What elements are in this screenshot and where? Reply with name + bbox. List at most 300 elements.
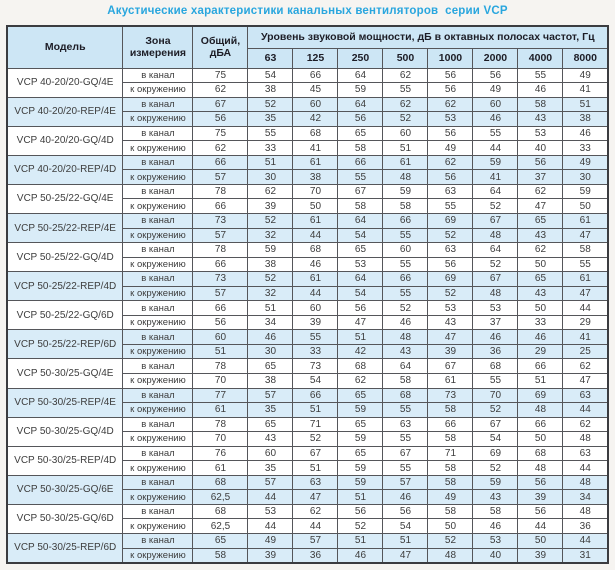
level-cell-500hz: 52: [383, 112, 428, 127]
level-cell-8000hz: 34: [563, 490, 608, 505]
level-cell-125hz: 46: [293, 257, 338, 272]
total-dba-cell: 73: [193, 272, 248, 287]
level-cell-500hz: 62: [383, 68, 428, 83]
level-cell-500hz: 58: [383, 373, 428, 388]
col-header-total: Общий, дБА: [193, 26, 248, 68]
level-cell-8000hz: 51: [563, 97, 608, 112]
level-cell-4000hz: 56: [518, 155, 563, 170]
total-dba-cell: 70: [193, 373, 248, 388]
level-cell-63hz: 39: [248, 548, 293, 563]
level-cell-63hz: 55: [248, 126, 293, 141]
model-cell: VCP 50-25/22-GQ/4D: [7, 243, 123, 272]
zone-cell: к окружению: [123, 228, 193, 243]
zone-cell: к окружению: [123, 461, 193, 476]
total-dba-cell: 66: [193, 257, 248, 272]
total-dba-cell: 76: [193, 446, 248, 461]
level-cell-250hz: 66: [338, 155, 383, 170]
level-cell-4000hz: 69: [518, 388, 563, 403]
level-cell-63hz: 35: [248, 112, 293, 127]
level-cell-1000hz: 52: [428, 534, 473, 549]
level-cell-4000hz: 43: [518, 286, 563, 301]
level-cell-2000hz: 53: [473, 301, 518, 316]
level-cell-63hz: 57: [248, 388, 293, 403]
level-cell-8000hz: 44: [563, 301, 608, 316]
level-cell-125hz: 45: [293, 83, 338, 98]
level-cell-1000hz: 63: [428, 243, 473, 258]
level-cell-500hz: 56: [383, 504, 428, 519]
level-cell-1000hz: 48: [428, 548, 473, 563]
model-cell: VCP 40-20/20-GQ/4D: [7, 126, 123, 155]
level-cell-125hz: 38: [293, 170, 338, 185]
zone-cell: в канал: [123, 213, 193, 228]
table-row-in-duct: [7, 184, 608, 199]
zone-cell: к окружению: [123, 548, 193, 563]
level-cell-500hz: 60: [383, 243, 428, 258]
level-cell-1000hz: 50: [428, 519, 473, 534]
level-cell-500hz: 46: [383, 490, 428, 505]
level-cell-2000hz: 43: [473, 490, 518, 505]
level-cell-8000hz: 38: [563, 112, 608, 127]
level-cell-2000hz: 46: [473, 330, 518, 345]
level-cell-63hz: 33: [248, 141, 293, 156]
level-cell-500hz: 48: [383, 330, 428, 345]
level-cell-125hz: 44: [293, 519, 338, 534]
level-cell-1000hz: 56: [428, 126, 473, 141]
level-cell-500hz: 55: [383, 257, 428, 272]
level-cell-63hz: 30: [248, 344, 293, 359]
level-cell-1000hz: 52: [428, 228, 473, 243]
level-cell-1000hz: 49: [428, 490, 473, 505]
level-cell-4000hz: 51: [518, 373, 563, 388]
total-dba-cell: 57: [193, 170, 248, 185]
total-dba-cell: 78: [193, 184, 248, 199]
model-cell: VCP 50-25/22-GQ/4E: [7, 184, 123, 213]
total-dba-cell: 66: [193, 155, 248, 170]
level-cell-250hz: 59: [338, 475, 383, 490]
zone-cell: в канал: [123, 184, 193, 199]
level-cell-8000hz: 30: [563, 170, 608, 185]
level-cell-8000hz: 48: [563, 475, 608, 490]
level-cell-63hz: 38: [248, 373, 293, 388]
level-cell-8000hz: 61: [563, 213, 608, 228]
level-cell-2000hz: 55: [473, 126, 518, 141]
total-dba-cell: 77: [193, 388, 248, 403]
level-cell-4000hz: 43: [518, 112, 563, 127]
level-cell-8000hz: 59: [563, 184, 608, 199]
level-cell-8000hz: 41: [563, 330, 608, 345]
level-cell-63hz: 53: [248, 504, 293, 519]
zone-cell: в канал: [123, 272, 193, 287]
level-cell-2000hz: 54: [473, 432, 518, 447]
level-cell-63hz: 52: [248, 213, 293, 228]
level-cell-125hz: 63: [293, 475, 338, 490]
level-cell-8000hz: 29: [563, 315, 608, 330]
level-cell-1000hz: 62: [428, 97, 473, 112]
level-cell-1000hz: 53: [428, 112, 473, 127]
level-cell-2000hz: 49: [473, 83, 518, 98]
level-cell-1000hz: 53: [428, 301, 473, 316]
level-cell-1000hz: 47: [428, 330, 473, 345]
total-dba-cell: 73: [193, 213, 248, 228]
zone-cell: в канал: [123, 504, 193, 519]
level-cell-250hz: 47: [338, 315, 383, 330]
level-cell-63hz: 38: [248, 257, 293, 272]
level-cell-2000hz: 59: [473, 475, 518, 490]
level-cell-125hz: 36: [293, 548, 338, 563]
col-header-freq-125: 125: [293, 48, 338, 68]
table-row-in-duct: [7, 272, 608, 287]
level-cell-125hz: 47: [293, 490, 338, 505]
zone-cell: в канал: [123, 417, 193, 432]
level-cell-500hz: 55: [383, 432, 428, 447]
level-cell-8000hz: 41: [563, 83, 608, 98]
level-cell-250hz: 58: [338, 141, 383, 156]
total-dba-cell: 65: [193, 534, 248, 549]
total-dba-cell: 62: [193, 141, 248, 156]
model-cell: VCP 50-25/22-REP/6D: [7, 330, 123, 359]
level-cell-500hz: 64: [383, 359, 428, 374]
level-cell-500hz: 54: [383, 519, 428, 534]
level-cell-500hz: 48: [383, 170, 428, 185]
zone-cell: к окружению: [123, 490, 193, 505]
level-cell-4000hz: 29: [518, 344, 563, 359]
level-cell-250hz: 52: [338, 519, 383, 534]
total-dba-cell: 57: [193, 228, 248, 243]
col-header-freq-4000: 4000: [518, 48, 563, 68]
zone-cell: в канал: [123, 446, 193, 461]
level-cell-500hz: 55: [383, 83, 428, 98]
level-cell-4000hz: 62: [518, 184, 563, 199]
level-cell-125hz: 70: [293, 184, 338, 199]
level-cell-250hz: 59: [338, 83, 383, 98]
total-dba-cell: 57: [193, 286, 248, 301]
level-cell-125hz: 39: [293, 315, 338, 330]
level-cell-250hz: 59: [338, 461, 383, 476]
level-cell-2000hz: 68: [473, 359, 518, 374]
level-cell-4000hz: 56: [518, 504, 563, 519]
level-cell-4000hz: 65: [518, 272, 563, 287]
level-cell-4000hz: 53: [518, 126, 563, 141]
total-dba-cell: 61: [193, 403, 248, 418]
total-dba-cell: 60: [193, 330, 248, 345]
total-dba-cell: 66: [193, 301, 248, 316]
total-dba-cell: 68: [193, 504, 248, 519]
level-cell-2000hz: 46: [473, 112, 518, 127]
level-cell-8000hz: 47: [563, 286, 608, 301]
level-cell-1000hz: 58: [428, 504, 473, 519]
level-cell-500hz: 52: [383, 301, 428, 316]
level-cell-8000hz: 48: [563, 432, 608, 447]
col-header-freq-250: 250: [338, 48, 383, 68]
level-cell-4000hz: 48: [518, 403, 563, 418]
level-cell-2000hz: 48: [473, 228, 518, 243]
level-cell-4000hz: 37: [518, 170, 563, 185]
level-cell-500hz: 66: [383, 213, 428, 228]
level-cell-2000hz: 52: [473, 403, 518, 418]
level-cell-8000hz: 62: [563, 417, 608, 432]
level-cell-63hz: 65: [248, 359, 293, 374]
level-cell-2000hz: 41: [473, 170, 518, 185]
level-cell-4000hz: 46: [518, 330, 563, 345]
level-cell-2000hz: 53: [473, 534, 518, 549]
level-cell-8000hz: 31: [563, 548, 608, 563]
level-cell-8000hz: 46: [563, 126, 608, 141]
zone-cell: к окружению: [123, 141, 193, 156]
level-cell-8000hz: 47: [563, 228, 608, 243]
level-cell-1000hz: 61: [428, 373, 473, 388]
level-cell-1000hz: 66: [428, 417, 473, 432]
level-cell-2000hz: 48: [473, 286, 518, 301]
level-cell-63hz: 60: [248, 446, 293, 461]
level-cell-125hz: 57: [293, 534, 338, 549]
level-cell-8000hz: 58: [563, 243, 608, 258]
model-cell: VCP 50-30/25-GQ/4D: [7, 417, 123, 446]
level-cell-500hz: 63: [383, 417, 428, 432]
level-cell-125hz: 62: [293, 504, 338, 519]
level-cell-125hz: 44: [293, 286, 338, 301]
level-cell-4000hz: 44: [518, 519, 563, 534]
level-cell-500hz: 57: [383, 475, 428, 490]
level-cell-125hz: 54: [293, 373, 338, 388]
level-cell-1000hz: 62: [428, 155, 473, 170]
zone-cell: к окружению: [123, 112, 193, 127]
level-cell-250hz: 42: [338, 344, 383, 359]
level-cell-2000hz: 69: [473, 446, 518, 461]
level-cell-125hz: 66: [293, 388, 338, 403]
level-cell-500hz: 47: [383, 548, 428, 563]
table-row-in-duct: [7, 534, 608, 549]
table-row-in-duct: [7, 243, 608, 258]
level-cell-4000hz: 46: [518, 83, 563, 98]
level-cell-4000hz: 58: [518, 97, 563, 112]
level-cell-4000hz: 40: [518, 141, 563, 156]
level-cell-2000hz: 44: [473, 141, 518, 156]
level-cell-2000hz: 36: [473, 344, 518, 359]
zone-cell: в канал: [123, 330, 193, 345]
level-cell-250hz: 64: [338, 97, 383, 112]
total-dba-cell: 62,5: [193, 519, 248, 534]
table-row-in-duct: [7, 126, 608, 141]
level-cell-250hz: 65: [338, 446, 383, 461]
level-cell-500hz: 51: [383, 141, 428, 156]
level-cell-4000hz: 39: [518, 548, 563, 563]
level-cell-63hz: 65: [248, 417, 293, 432]
zone-cell: к окружению: [123, 519, 193, 534]
level-cell-63hz: 34: [248, 315, 293, 330]
level-cell-2000hz: 60: [473, 97, 518, 112]
level-cell-4000hz: 66: [518, 359, 563, 374]
level-cell-125hz: 60: [293, 301, 338, 316]
col-header-freq-63: 63: [248, 48, 293, 68]
table-row-in-duct: [7, 475, 608, 490]
model-cell: VCP 50-30/25-REP/6D: [7, 534, 123, 563]
level-cell-4000hz: 50: [518, 432, 563, 447]
level-cell-1000hz: 56: [428, 257, 473, 272]
level-cell-125hz: 42: [293, 112, 338, 127]
model-cell: VCP 50-30/25-GQ/6D: [7, 504, 123, 533]
level-cell-63hz: 52: [248, 272, 293, 287]
level-cell-250hz: 64: [338, 68, 383, 83]
total-dba-cell: 67: [193, 97, 248, 112]
zone-cell: в канал: [123, 155, 193, 170]
level-cell-63hz: 35: [248, 461, 293, 476]
level-cell-250hz: 54: [338, 228, 383, 243]
level-cell-2000hz: 56: [473, 68, 518, 83]
level-cell-4000hz: 55: [518, 68, 563, 83]
table-row-in-duct: [7, 301, 608, 316]
col-header-sound-power: Уровень звуковой мощности, дБ в октавных полосах частот, Гц: [248, 26, 608, 48]
zone-cell: в канал: [123, 534, 193, 549]
level-cell-4000hz: 65: [518, 213, 563, 228]
level-cell-125hz: 61: [293, 155, 338, 170]
level-cell-500hz: 51: [383, 534, 428, 549]
level-cell-4000hz: 39: [518, 490, 563, 505]
level-cell-500hz: 55: [383, 286, 428, 301]
level-cell-2000hz: 67: [473, 213, 518, 228]
level-cell-500hz: 55: [383, 403, 428, 418]
table-row-in-duct: [7, 504, 608, 519]
level-cell-2000hz: 46: [473, 519, 518, 534]
level-cell-1000hz: 58: [428, 475, 473, 490]
zone-cell: к окружению: [123, 373, 193, 388]
level-cell-250hz: 56: [338, 504, 383, 519]
table-row-in-duct: [7, 446, 608, 461]
zone-cell: к окружению: [123, 199, 193, 214]
level-cell-2000hz: 70: [473, 388, 518, 403]
total-dba-cell: 56: [193, 315, 248, 330]
level-cell-1000hz: 56: [428, 83, 473, 98]
level-cell-8000hz: 44: [563, 403, 608, 418]
level-cell-8000hz: 33: [563, 141, 608, 156]
level-cell-4000hz: 56: [518, 475, 563, 490]
zone-cell: к окружению: [123, 432, 193, 447]
total-dba-cell: 51: [193, 344, 248, 359]
total-dba-cell: 56: [193, 112, 248, 127]
level-cell-2000hz: 64: [473, 243, 518, 258]
level-cell-125hz: 33: [293, 344, 338, 359]
total-dba-cell: 70: [193, 432, 248, 447]
zone-cell: к окружению: [123, 403, 193, 418]
level-cell-63hz: 38: [248, 83, 293, 98]
total-dba-cell: 61: [193, 461, 248, 476]
model-cell: VCP 50-30/25-GQ/6E: [7, 475, 123, 504]
level-cell-8000hz: 25: [563, 344, 608, 359]
level-cell-1000hz: 71: [428, 446, 473, 461]
level-cell-125hz: 61: [293, 213, 338, 228]
level-cell-125hz: 71: [293, 417, 338, 432]
table-row-in-duct: [7, 213, 608, 228]
level-cell-2000hz: 52: [473, 199, 518, 214]
level-cell-125hz: 67: [293, 446, 338, 461]
level-cell-250hz: 59: [338, 432, 383, 447]
level-cell-63hz: 57: [248, 475, 293, 490]
acoustic-characteristics-table: [6, 25, 609, 564]
level-cell-63hz: 59: [248, 243, 293, 258]
level-cell-125hz: 61: [293, 272, 338, 287]
level-cell-1000hz: 69: [428, 213, 473, 228]
level-cell-2000hz: 55: [473, 373, 518, 388]
level-cell-63hz: 30: [248, 170, 293, 185]
level-cell-250hz: 64: [338, 272, 383, 287]
table-row-in-duct: [7, 417, 608, 432]
level-cell-1000hz: 52: [428, 286, 473, 301]
zone-cell: в канал: [123, 475, 193, 490]
level-cell-125hz: 41: [293, 141, 338, 156]
col-header-zone: Зона измерения: [123, 26, 193, 68]
level-cell-8000hz: 55: [563, 257, 608, 272]
level-cell-4000hz: 66: [518, 417, 563, 432]
level-cell-63hz: 51: [248, 155, 293, 170]
table-row-in-duct: [7, 97, 608, 112]
level-cell-4000hz: 50: [518, 534, 563, 549]
zone-cell: к окружению: [123, 257, 193, 272]
table-row-in-duct: [7, 388, 608, 403]
zone-cell: в канал: [123, 301, 193, 316]
col-header-model: Модель: [7, 26, 123, 68]
level-cell-2000hz: 67: [473, 417, 518, 432]
level-cell-8000hz: 63: [563, 388, 608, 403]
level-cell-2000hz: 58: [473, 504, 518, 519]
level-cell-1000hz: 56: [428, 170, 473, 185]
level-cell-63hz: 51: [248, 301, 293, 316]
model-cell: VCP 50-25/22-REP/4D: [7, 272, 123, 301]
zone-cell: к окружению: [123, 315, 193, 330]
level-cell-250hz: 54: [338, 286, 383, 301]
level-cell-125hz: 44: [293, 228, 338, 243]
zone-cell: в канал: [123, 243, 193, 258]
col-header-freq-500: 500: [383, 48, 428, 68]
total-dba-cell: 78: [193, 243, 248, 258]
total-dba-cell: 62,5: [193, 490, 248, 505]
level-cell-4000hz: 33: [518, 315, 563, 330]
level-cell-1000hz: 73: [428, 388, 473, 403]
zone-cell: в канал: [123, 68, 193, 83]
level-cell-125hz: 68: [293, 243, 338, 258]
level-cell-125hz: 60: [293, 97, 338, 112]
level-cell-2000hz: 52: [473, 461, 518, 476]
level-cell-4000hz: 50: [518, 301, 563, 316]
level-cell-250hz: 64: [338, 213, 383, 228]
level-cell-250hz: 46: [338, 548, 383, 563]
level-cell-250hz: 65: [338, 417, 383, 432]
zone-cell: в канал: [123, 126, 193, 141]
level-cell-63hz: 32: [248, 286, 293, 301]
level-cell-8000hz: 44: [563, 534, 608, 549]
level-cell-1000hz: 58: [428, 432, 473, 447]
col-header-freq-2000: 2000: [473, 48, 518, 68]
level-cell-1000hz: 58: [428, 403, 473, 418]
level-cell-500hz: 67: [383, 446, 428, 461]
model-cell: VCP 50-30/25-REP/4E: [7, 388, 123, 417]
level-cell-125hz: 51: [293, 403, 338, 418]
level-cell-8000hz: 50: [563, 199, 608, 214]
total-dba-cell: 68: [193, 475, 248, 490]
model-cell: VCP 50-30/25-REP/4D: [7, 446, 123, 475]
level-cell-250hz: 67: [338, 184, 383, 199]
level-cell-250hz: 56: [338, 112, 383, 127]
level-cell-250hz: 65: [338, 388, 383, 403]
table-row-in-duct: [7, 330, 608, 345]
zone-cell: в канал: [123, 388, 193, 403]
zone-cell: в канал: [123, 97, 193, 112]
level-cell-8000hz: 48: [563, 504, 608, 519]
level-cell-4000hz: 47: [518, 199, 563, 214]
level-cell-250hz: 65: [338, 243, 383, 258]
level-cell-125hz: 50: [293, 199, 338, 214]
level-cell-125hz: 52: [293, 432, 338, 447]
level-cell-250hz: 56: [338, 301, 383, 316]
zone-cell: к окружению: [123, 83, 193, 98]
